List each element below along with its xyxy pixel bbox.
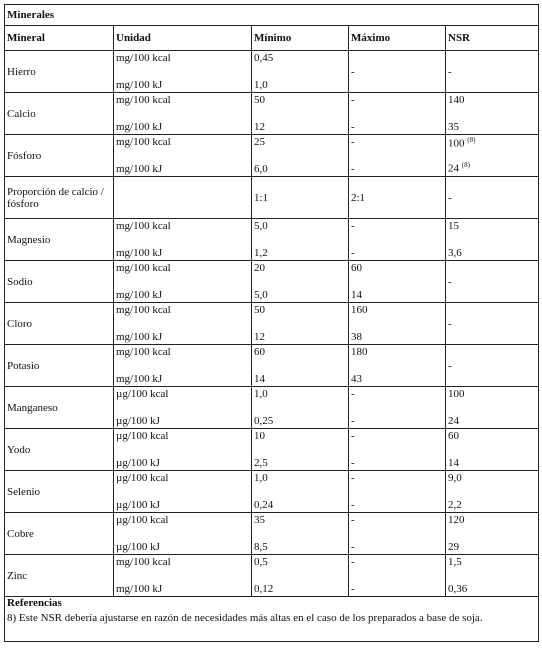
min-cell bbox=[252, 51, 349, 93]
max-cell: 2:1 bbox=[349, 177, 446, 219]
nsr-kj: 24 bbox=[448, 163, 459, 175]
unit-kj: mg/100 kJ bbox=[116, 79, 163, 91]
min-kj: 2,5 bbox=[254, 457, 268, 469]
min-kj: 12 bbox=[254, 331, 265, 343]
unit-cell bbox=[114, 135, 252, 177]
max-cell bbox=[349, 219, 446, 261]
min-cell bbox=[252, 345, 349, 387]
unit-cell bbox=[114, 93, 252, 135]
section-title-row bbox=[5, 5, 539, 26]
table-row bbox=[5, 387, 539, 429]
table-row bbox=[5, 555, 539, 597]
max-kcal: - bbox=[351, 514, 355, 526]
unit-kcal: mg/100 kcal bbox=[116, 556, 171, 568]
min-kcal: 25 bbox=[254, 136, 265, 148]
unit-cell bbox=[114, 387, 252, 429]
unit-kj: µg/100 kJ bbox=[116, 499, 160, 511]
unit-kj: µg/100 kJ bbox=[116, 541, 160, 553]
unit-kcal: mg/100 kcal bbox=[116, 220, 171, 232]
nsr-kcal: 9,0 bbox=[448, 472, 462, 484]
nsr-kj-wrap bbox=[448, 457, 459, 469]
max-kcal: 160 bbox=[351, 304, 368, 316]
nsr-cell bbox=[446, 555, 539, 597]
max-kj: - bbox=[351, 541, 355, 553]
references-row bbox=[5, 597, 539, 642]
min-kj: 14 bbox=[254, 373, 265, 385]
nsr-value: - bbox=[448, 359, 452, 372]
max-cell bbox=[349, 51, 446, 93]
max-kcal: - bbox=[351, 220, 355, 232]
nsr-value: - bbox=[448, 275, 452, 288]
table-row bbox=[5, 345, 539, 387]
nsr-kcal: 15 bbox=[448, 220, 459, 232]
max-cell bbox=[349, 261, 446, 303]
min-kcal: 0,5 bbox=[254, 556, 268, 568]
min-kcal: 10 bbox=[254, 430, 265, 442]
nsr-cell bbox=[446, 51, 539, 93]
mineral-name: Zinc bbox=[5, 555, 114, 597]
table-row bbox=[5, 51, 539, 93]
min-cell bbox=[252, 555, 349, 597]
min-kcal: 35 bbox=[254, 514, 265, 526]
min-cell bbox=[252, 513, 349, 555]
max-kj: 43 bbox=[351, 373, 362, 385]
nsr-kcal: 120 bbox=[448, 514, 465, 526]
nsr-kcal: 100 bbox=[448, 137, 465, 150]
references-title: Referencias bbox=[7, 597, 62, 609]
nsr-kj-wrap bbox=[448, 415, 459, 427]
max-cell bbox=[349, 345, 446, 387]
footnote-marker: (8) bbox=[461, 161, 470, 170]
max-cell bbox=[349, 513, 446, 555]
nsr-kj: 3,6 bbox=[448, 247, 462, 259]
min-cell: 1:1 bbox=[252, 177, 349, 219]
min-kcal: 1,0 bbox=[254, 472, 268, 484]
mineral-name: Calcio bbox=[5, 93, 114, 135]
mineral-name: Hierro bbox=[5, 51, 114, 93]
min-kj: 1,0 bbox=[254, 79, 268, 91]
nsr-cell bbox=[446, 513, 539, 555]
max-kcal: - bbox=[351, 136, 355, 148]
unit-kcal: mg/100 kcal bbox=[116, 94, 171, 106]
nsr-value: - bbox=[448, 65, 452, 78]
header-nsr: NSR bbox=[446, 26, 539, 51]
table-row bbox=[5, 93, 539, 135]
nsr-cell: - bbox=[446, 177, 539, 219]
table-row bbox=[5, 513, 539, 555]
mineral-name: Selenio bbox=[5, 471, 114, 513]
min-cell bbox=[252, 303, 349, 345]
max-value: - bbox=[351, 65, 355, 78]
header-row bbox=[5, 26, 539, 51]
unit-kj: mg/100 kJ bbox=[116, 583, 163, 595]
max-kcal: - bbox=[351, 472, 355, 484]
unit-kcal: mg/100 kcal bbox=[116, 346, 171, 358]
min-kj: 12 bbox=[254, 121, 265, 133]
mineral-name: Cobre bbox=[5, 513, 114, 555]
min-cell bbox=[252, 93, 349, 135]
unit-kcal: mg/100 kcal bbox=[116, 304, 171, 316]
unit-kcal: µg/100 kcal bbox=[116, 472, 169, 484]
table-row bbox=[5, 261, 539, 303]
header-mineral: Mineral bbox=[5, 26, 114, 51]
unit-kj: mg/100 kJ bbox=[116, 247, 163, 259]
nsr-cell bbox=[446, 135, 539, 177]
min-kj: 8,5 bbox=[254, 541, 268, 553]
min-kj: 0,24 bbox=[254, 499, 274, 511]
table-row bbox=[5, 135, 539, 177]
max-cell bbox=[349, 135, 446, 177]
min-kcal: 60 bbox=[254, 346, 265, 358]
max-cell bbox=[349, 429, 446, 471]
nsr-kcal: 1,5 bbox=[448, 556, 462, 568]
mineral-name: Proporción de calcio / fósforo bbox=[5, 177, 114, 219]
references-cell bbox=[5, 597, 539, 642]
min-kj: 5,0 bbox=[254, 289, 268, 301]
mineral-name: Cloro bbox=[5, 303, 114, 345]
references-text: 8) Este NSR debería ajustarse en razón de necesidades más altas en el caso de los preparados a base de soja. bbox=[7, 612, 483, 624]
unit-cell bbox=[114, 345, 252, 387]
unit-cell bbox=[114, 555, 252, 597]
nsr-kj: 29 bbox=[448, 541, 459, 553]
unit-kcal: µg/100 kcal bbox=[116, 430, 169, 442]
min-kcal: 20 bbox=[254, 262, 265, 274]
unit-kj: µg/100 kJ bbox=[116, 457, 160, 469]
nsr-kj: 14 bbox=[448, 457, 459, 469]
table-row bbox=[5, 303, 539, 345]
min-cell bbox=[252, 135, 349, 177]
header-unidad: Unidad bbox=[114, 26, 252, 51]
unit-kj: mg/100 kJ bbox=[116, 331, 163, 343]
min-cell bbox=[252, 261, 349, 303]
unit-cell bbox=[114, 219, 252, 261]
nsr-kcal-wrap bbox=[448, 430, 459, 442]
nsr-cell bbox=[446, 219, 539, 261]
min-kj: 0,25 bbox=[254, 415, 274, 427]
nsr-kcal-wrap bbox=[448, 220, 459, 232]
unit-cell bbox=[114, 513, 252, 555]
nsr-cell bbox=[446, 429, 539, 471]
section-title: Minerales bbox=[5, 5, 539, 26]
header-maximo: Máximo bbox=[349, 26, 446, 51]
max-kcal: - bbox=[351, 556, 355, 568]
nsr-kj: 35 bbox=[448, 121, 459, 133]
min-kcal: 0,45 bbox=[254, 52, 274, 64]
max-kj: - bbox=[351, 247, 355, 259]
nsr-kcal-wrap bbox=[448, 514, 465, 526]
table-row bbox=[5, 429, 539, 471]
unit-kj: mg/100 kJ bbox=[116, 121, 163, 133]
minerals-table bbox=[4, 4, 539, 642]
nsr-kj: 24 bbox=[448, 415, 459, 427]
unit-kcal: µg/100 kcal bbox=[116, 514, 169, 526]
nsr-kcal-wrap bbox=[448, 388, 465, 400]
nsr-kcal: 140 bbox=[448, 94, 465, 106]
unit-cell bbox=[114, 177, 252, 219]
min-kj: 6,0 bbox=[254, 163, 268, 175]
nsr-kcal-wrap bbox=[448, 472, 462, 484]
mineral-name: Sodio bbox=[5, 261, 114, 303]
unit-kcal: µg/100 kcal bbox=[116, 388, 169, 400]
unit-kj: µg/100 kJ bbox=[116, 415, 160, 427]
unit-kj: mg/100 kJ bbox=[116, 289, 163, 301]
max-cell bbox=[349, 555, 446, 597]
unit-kj: mg/100 kJ bbox=[116, 373, 163, 385]
min-kj: 0,12 bbox=[254, 583, 274, 595]
max-kj: - bbox=[351, 121, 355, 133]
nsr-kcal: 100 bbox=[448, 388, 465, 400]
min-kcal: 50 bbox=[254, 94, 265, 106]
nsr-kj-wrap bbox=[448, 161, 470, 175]
nsr-value: - bbox=[448, 317, 452, 330]
footnote-marker: (8) bbox=[467, 136, 476, 144]
nsr-kj-wrap bbox=[448, 247, 462, 259]
unit-kcal: mg/100 kcal bbox=[116, 136, 171, 148]
max-cell bbox=[349, 387, 446, 429]
nsr-kcal-wrap bbox=[448, 556, 462, 568]
mineral-name: Manganeso bbox=[5, 387, 114, 429]
header-minimo: Mínimo bbox=[252, 26, 349, 51]
unit-kcal: mg/100 kcal bbox=[116, 262, 171, 274]
table-row bbox=[5, 177, 539, 219]
nsr-cell bbox=[446, 471, 539, 513]
max-kcal: 180 bbox=[351, 346, 368, 358]
max-cell bbox=[349, 93, 446, 135]
unit-cell bbox=[114, 51, 252, 93]
min-cell bbox=[252, 429, 349, 471]
nsr-cell bbox=[446, 93, 539, 135]
nsr-kj-wrap bbox=[448, 583, 467, 595]
nsr-kcal-wrap bbox=[448, 94, 465, 106]
min-kcal: 1,0 bbox=[254, 388, 268, 400]
min-cell bbox=[252, 219, 349, 261]
table-row bbox=[5, 219, 539, 261]
mineral-name: Fósforo bbox=[5, 135, 114, 177]
min-kcal: 50 bbox=[254, 304, 265, 316]
max-kcal: - bbox=[351, 94, 355, 106]
max-kj: - bbox=[351, 415, 355, 427]
unit-cell bbox=[114, 429, 252, 471]
max-kcal: 60 bbox=[351, 262, 362, 274]
nsr-cell bbox=[446, 261, 539, 303]
unit-cell bbox=[114, 261, 252, 303]
min-cell bbox=[252, 387, 349, 429]
mineral-name: Yodo bbox=[5, 429, 114, 471]
nsr-cell bbox=[446, 303, 539, 345]
nsr-kcal-wrap bbox=[448, 136, 475, 150]
unit-kj: mg/100 kJ bbox=[116, 163, 163, 175]
max-kj: - bbox=[351, 163, 355, 175]
max-kj: 14 bbox=[351, 289, 362, 301]
unit-kcal: mg/100 kcal bbox=[116, 52, 171, 64]
min-kj: 1,2 bbox=[254, 247, 268, 259]
min-cell bbox=[252, 471, 349, 513]
max-kcal: - bbox=[351, 388, 355, 400]
max-cell bbox=[349, 471, 446, 513]
nsr-kj-wrap bbox=[448, 541, 459, 553]
min-kcal: 5,0 bbox=[254, 220, 268, 232]
max-cell bbox=[349, 303, 446, 345]
nsr-kj-wrap bbox=[448, 121, 459, 133]
nsr-cell bbox=[446, 345, 539, 387]
nsr-kj: 2,2 bbox=[448, 499, 462, 511]
max-kj: - bbox=[351, 583, 355, 595]
nsr-cell bbox=[446, 387, 539, 429]
max-kj: - bbox=[351, 457, 355, 469]
max-kcal: - bbox=[351, 430, 355, 442]
unit-cell bbox=[114, 471, 252, 513]
mineral-name: Magnesio bbox=[5, 219, 114, 261]
nsr-kj: 0,36 bbox=[448, 583, 468, 595]
max-kj: 38 bbox=[351, 331, 362, 343]
nsr-kj-wrap bbox=[448, 499, 462, 511]
nsr-kcal: 60 bbox=[448, 430, 459, 442]
max-kj: - bbox=[351, 499, 355, 511]
table-row bbox=[5, 471, 539, 513]
unit-cell bbox=[114, 303, 252, 345]
mineral-name: Potasio bbox=[5, 345, 114, 387]
